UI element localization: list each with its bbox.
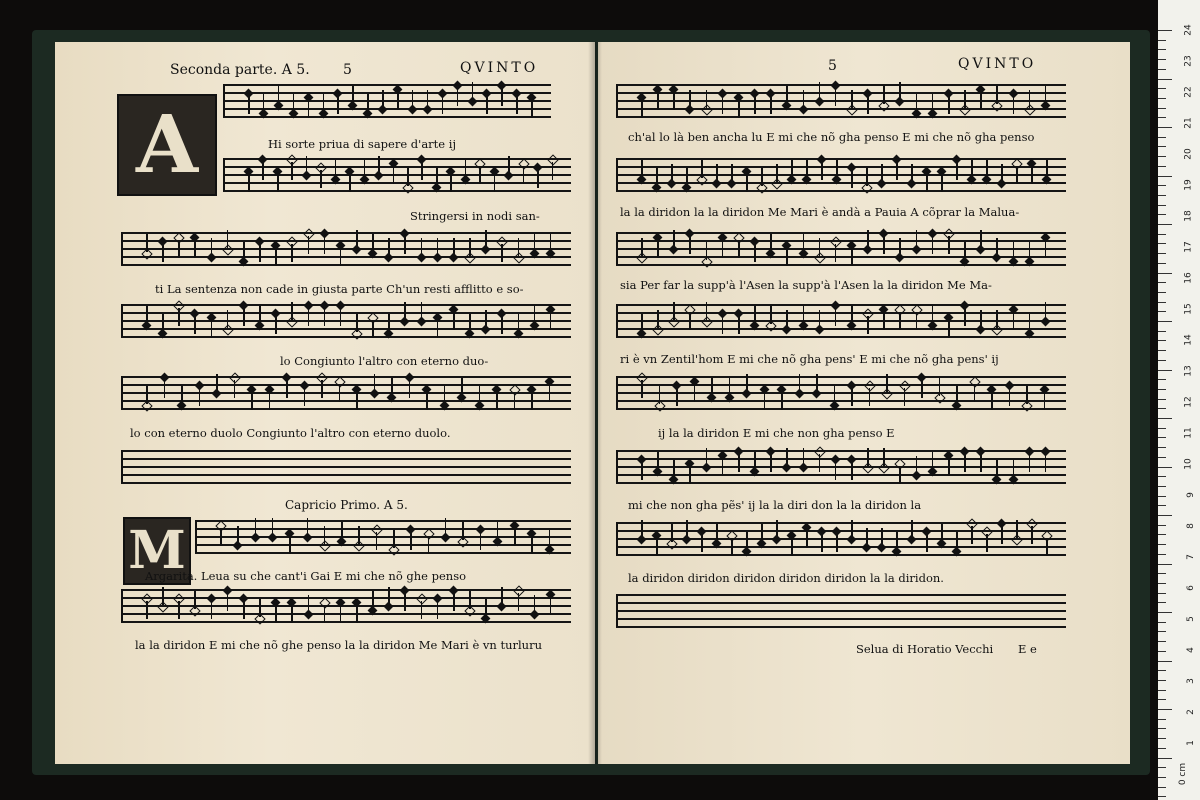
measuring-ruler (1158, 0, 1200, 800)
ruler-number: 23 (1183, 55, 1194, 67)
book-gutter (588, 42, 602, 764)
music-staff (223, 154, 571, 198)
music-staff (616, 446, 1066, 490)
music-staff (121, 446, 571, 490)
music-staff (616, 300, 1066, 344)
lyric-line: la la diridon la la diridon Me Mari è andà a Pauia A cõprar la Malua- (620, 205, 1020, 219)
music-staff (223, 80, 551, 124)
music-staff (616, 590, 1066, 634)
lyric-line: la diridon diridon diridon diridon diridon la la diridon. (628, 571, 944, 585)
music-staff (616, 80, 1066, 124)
ruler-number: 8 (1186, 523, 1197, 529)
lyric-line: Stringersi in nodi san- (410, 209, 540, 223)
lyric-line: Hi sorte priua di sapere d'arte ij (268, 137, 457, 151)
music-staff (616, 372, 1066, 416)
ruler-number: 24 (1183, 24, 1194, 36)
music-staff (121, 228, 571, 272)
decorated-initial-m: M (123, 517, 191, 585)
ruler-number: 20 (1183, 148, 1194, 160)
left-page (55, 42, 595, 764)
ruler-number: 22 (1183, 86, 1194, 98)
ruler-number: 2 (1186, 709, 1197, 715)
ruler-number: 18 (1183, 210, 1194, 222)
piece-title: Capricio Primo. A 5. (285, 498, 408, 512)
ruler-number: 13 (1183, 365, 1194, 377)
decorated-initial-a: A (117, 94, 217, 196)
music-staff (121, 300, 571, 344)
lyric-line: ij la la diridon E mi che non gha penso E (658, 426, 895, 440)
footer-attribution: Selua di Horatio Vecchi (856, 642, 994, 656)
catchword: E e (1018, 642, 1037, 656)
music-staff (121, 372, 571, 416)
left-running-title: QVINTO (460, 60, 539, 76)
ruler-number: 15 (1183, 303, 1194, 315)
ruler-number: 21 (1183, 117, 1194, 129)
lyric-line: sia Per far la supp'à l'Asen la supp'à l'Asen la la diridon Me Ma- (620, 278, 992, 292)
lyric-line: la la diridon E mi che nõ ghe penso la la diridon Me Mari è vn turluru (135, 638, 542, 652)
ruler-number: 14 (1183, 334, 1194, 346)
ruler-number: 6 (1186, 585, 1197, 591)
music-staff (121, 585, 571, 629)
ruler-number: 9 (1186, 492, 1197, 498)
ruler-number: 10 (1183, 458, 1194, 470)
lyric-line: lo Congiunto l'altro con eterno duo- (280, 354, 489, 368)
lyric-line: mi che non gha pẽs' ij la la diri don la la diridon la (628, 498, 922, 512)
ruler-number: 17 (1183, 241, 1194, 253)
ruler-number: 16 (1183, 272, 1194, 284)
right-running-title: QVINTO (958, 56, 1037, 72)
right-page (598, 42, 1130, 764)
music-staff (616, 154, 1066, 198)
ruler-number: 11 (1183, 427, 1194, 439)
lyric-line: lo con eterno duolo Congiunto l'altro con eterno duolo. (130, 426, 451, 440)
ruler-number: 12 (1183, 396, 1194, 408)
music-staff (616, 518, 1066, 562)
ruler-number: 3 (1186, 678, 1197, 684)
ruler-number: 5 (1186, 616, 1197, 622)
lyric-line: Argarita. Leua su che cant'i Gai E mi che nõ ghe penso (145, 569, 467, 583)
left-page-number: 5 (343, 62, 352, 78)
lyric-line: ch'al lo là ben ancha lu E mi che nõ gha penso E mi che nõ gha penso (628, 130, 1035, 144)
lyric-line: ri è vn Zentil'hom E mi che nõ gha pens' E mi che nõ gha pens' ij (620, 352, 999, 366)
music-staff (195, 516, 571, 560)
ruler-number: 7 (1186, 554, 1197, 560)
right-page-number: 5 (828, 58, 837, 74)
left-header-label: Seconda parte. A 5. (170, 62, 310, 78)
ruler-number: 4 (1186, 647, 1197, 653)
ruler-number: 19 (1183, 179, 1194, 191)
ruler-number: 0 cm (1177, 762, 1188, 786)
music-staff (616, 228, 1066, 272)
ruler-number: 1 (1186, 740, 1197, 746)
lyric-line: ti La sentenza non cade in giusta parte Ch'un resti afflitto e so- (155, 282, 524, 296)
